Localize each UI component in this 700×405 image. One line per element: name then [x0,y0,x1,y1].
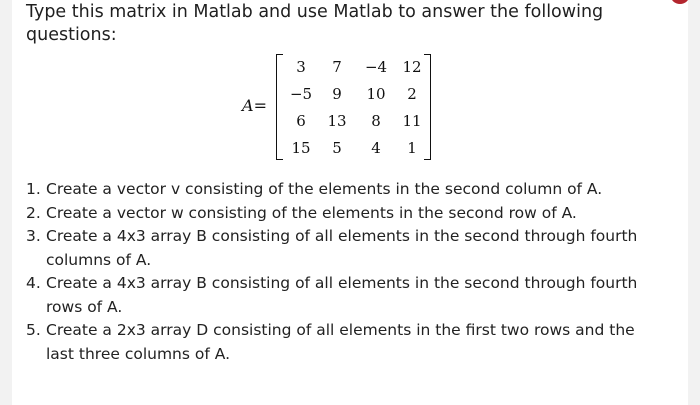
matrix-cell: 2 [407,85,417,103]
question-item [26,202,666,226]
matrix-display [242,54,442,162]
matrix-cell: −5 [289,85,313,103]
matrix-cell: 4 [371,139,381,157]
question-text: Create a 4x3 array B consisting of all elements in the second through fourth columns of A. [46,227,638,269]
matrix-cell: 8 [371,112,381,130]
intro-text: Type this matrix in Matlab and use Matlab to answer the following questions: [26,2,604,45]
matrix-cell: −4 [364,58,388,76]
question-item [26,272,666,319]
matrix-cell: 9 [332,85,342,103]
question-number: 4. [26,274,41,292]
question-item [26,178,666,202]
matrix-variable: A [242,96,254,115]
question-item [26,319,666,366]
question-text: Create a 2x3 array D consisting of all elements in the first two rows and the last three columns of A. [46,321,635,363]
matrix-cell: 5 [332,139,342,157]
matrix-cell: 11 [402,112,422,130]
matrix-label [242,96,267,115]
question-list [26,178,666,366]
matrix-equals-sign: = [253,96,267,115]
question-number: 2. [26,203,41,222]
question-item [26,225,666,272]
question-text: Create a vector w consisting of the elements in the second row of A. [46,203,577,222]
corner-marker [670,0,690,4]
document-page [12,0,688,405]
question-number: 1. [26,180,41,198]
matrix-cell: 15 [291,139,311,157]
question-text: Create a 4x3 array B consisting of all elements in the second through fourth rows of A. [46,274,638,316]
question-text: Create a vector v consisting of the elements in the second column of A. [46,180,603,198]
question-number: 3. [26,227,41,245]
matrix-cell: 1 [407,139,417,157]
matrix-cell: 3 [296,58,306,76]
matrix-cell: 10 [366,85,386,103]
matrix-cell: 12 [402,58,422,76]
question-number: 5. [26,321,41,339]
matrix-cell: 7 [332,58,342,76]
matrix-cell: 13 [327,112,347,130]
matrix-cell: 6 [296,112,306,130]
